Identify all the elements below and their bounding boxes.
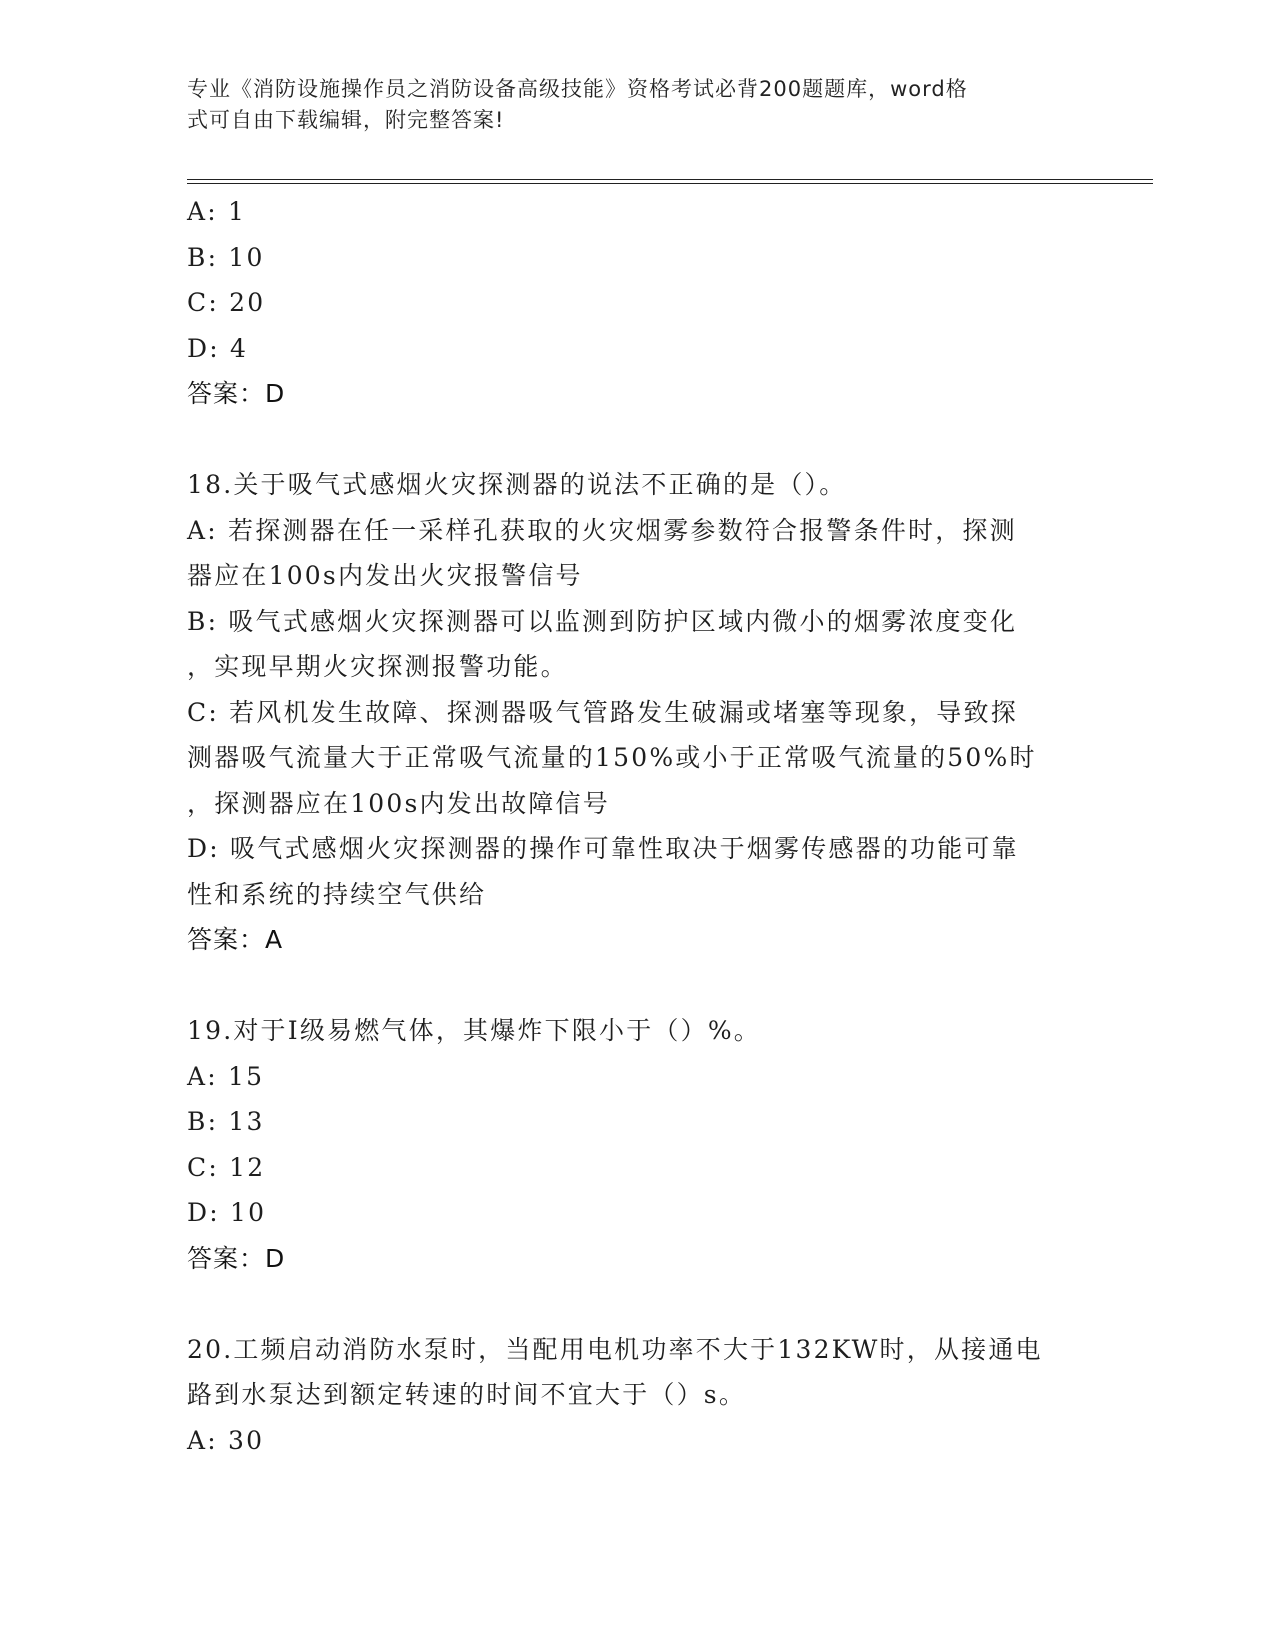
question-19-block [187, 1008, 1087, 1281]
option-a: A: 15 [187, 1061, 265, 1091]
option-c: C: 若风机发生故障、探测器吸气管路发生破漏或堵塞等现象，导致探 [187, 697, 1018, 727]
question-text: 20.工频启动消防水泵时，当配用电机功率不大于132KW时，从接通电 [187, 1334, 1043, 1364]
spacer [187, 1281, 1087, 1327]
option-d: D: 10 [187, 1198, 267, 1227]
header-line-2: 式可自由下载编辑，附完整答案! [187, 108, 505, 132]
question-content [187, 189, 1087, 1463]
question-text: 18.关于吸气式感烟火灾探测器的说法不正确的是（）。 [187, 470, 847, 499]
option-a: A: 30 [187, 1425, 265, 1455]
answer-label: 答案：D [187, 1243, 286, 1273]
option-a: A: 1 [187, 197, 247, 226]
option-b: B: 吸气式感烟火灾探测器可以监测到防护区域内微小的烟雾浓度变化 [187, 606, 1018, 636]
document-header [187, 74, 1067, 136]
option-d: D: 吸气式感烟火灾探测器的操作可靠性取决于烟雾传感器的功能可靠 [187, 834, 1019, 863]
question-18-block [187, 462, 1087, 963]
option-c-continued-2: ，探测器应在100s内发出故障信号 [187, 788, 610, 818]
option-d-continued: 性和系统的持续空气供给 [187, 879, 487, 909]
option-b-continued: ，实现早期火灾探测报警功能。 [187, 652, 568, 681]
answer-label: 答案：D [187, 379, 286, 408]
option-d: D: 4 [187, 333, 249, 363]
spacer [187, 963, 1087, 1009]
question-17-block [187, 189, 1087, 417]
option-b: B: 10 [187, 242, 265, 272]
option-a: A: 若探测器在任一采样孔获取的火灾烟雾参数符合报警条件时，探测 [187, 515, 1017, 545]
question-text: 19.对于Ⅰ级易燃气体，其爆炸下限小于（）%。 [187, 1016, 761, 1045]
option-b: B: 13 [187, 1107, 265, 1136]
option-c-continued: 测器吸气流量大于正常吸气流量的150%或小于正常吸气流量的50%时 [187, 743, 1037, 772]
header-rule-top [187, 179, 1153, 180]
option-c: C: 20 [187, 288, 266, 317]
header-line-1: 专业《消防设施操作员之消防设备高级技能》资格考试必背200题题库，word格 [187, 77, 968, 101]
answer-label: 答案：A [187, 925, 284, 954]
question-text-continued: 路到水泵达到额定转速的时间不宜大于（）s。 [187, 1380, 747, 1409]
question-20-block [187, 1327, 1087, 1464]
option-a-continued: 器应在100s内发出火灾报警信号 [187, 561, 583, 590]
header-rule-bottom [187, 183, 1153, 184]
option-c: C: 12 [187, 1152, 266, 1182]
spacer [187, 417, 1087, 463]
